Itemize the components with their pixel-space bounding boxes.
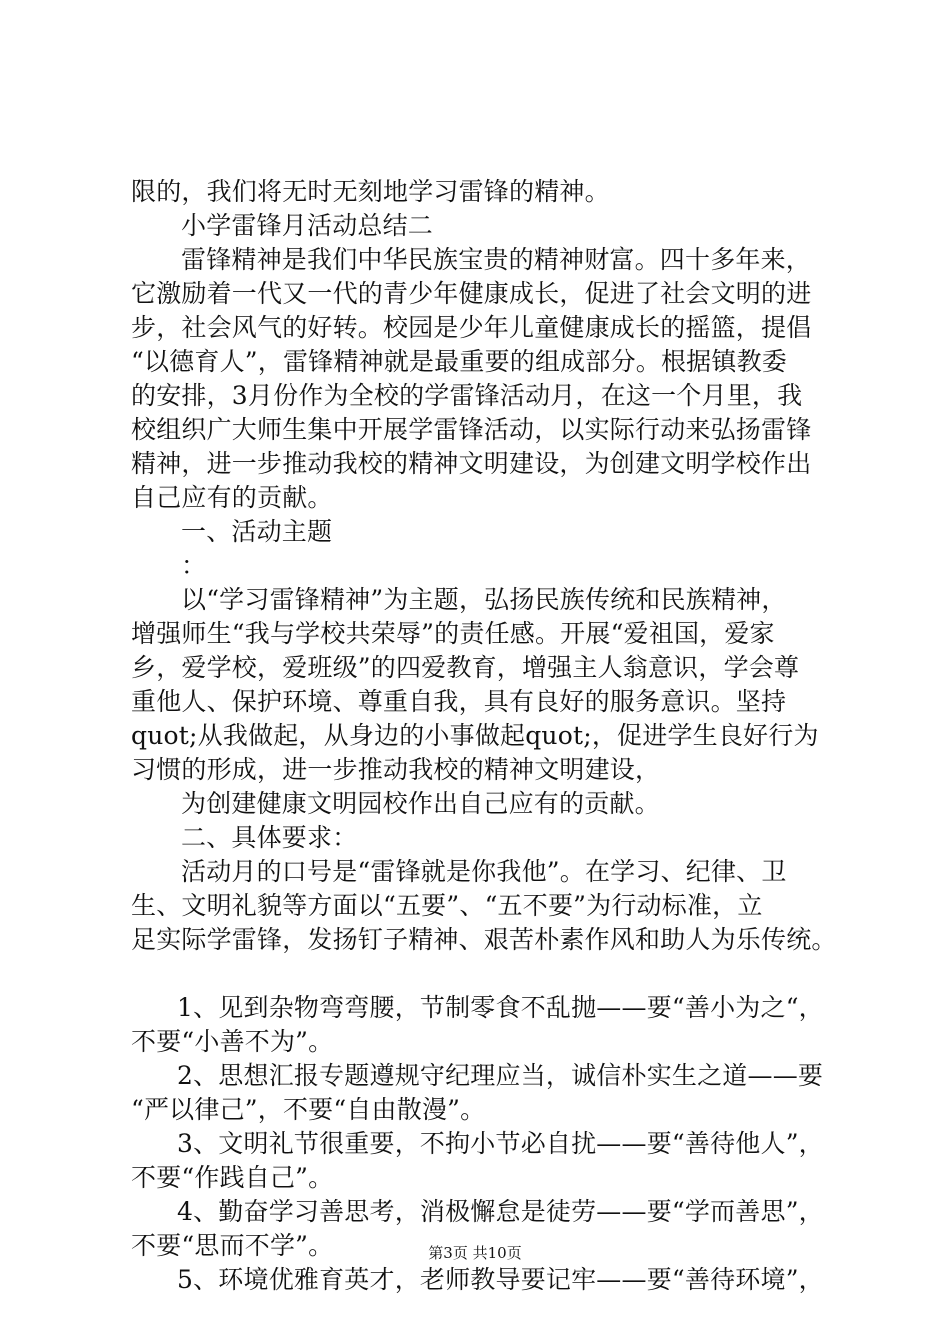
- paragraph-line: 为创建健康文明园校作出自己应有的贡献。: [181, 789, 660, 818]
- paragraph-line: 雷锋精神是我们中华民族宝贵的精神财富。四十多年来，: [181, 245, 812, 274]
- list-item: 4、勤奋学习善思考，消极懈怠是徒劳——要“学而善思”，: [177, 1197, 824, 1226]
- list-item: 2、思想汇报专题遵规守纪理应当，诚信朴实生之道——要: [177, 1061, 824, 1090]
- section-heading: 二、具体要求：: [181, 823, 358, 852]
- paragraph-line: 重他人、保护环境、尊重自我，具有良好的服务意识。坚持: [131, 687, 787, 716]
- paragraph-line: 它激励着一代又一代的青少年健康成长，促进了社会文明的进: [131, 279, 812, 308]
- paragraph-line: quot;从我做起，从身边的小事做起quot;，促进学生良好行为: [131, 721, 819, 750]
- section-title: 小学雷锋月活动总结二: [181, 211, 434, 240]
- paragraph-line: 的安排，3月份作为全校的学雷锋活动月，在这一个月里，我: [131, 381, 803, 410]
- paragraph-line: 以“学习雷锋精神”为主题，弘扬民族传统和民族精神，: [181, 585, 787, 614]
- paragraph-line: “以德育人”，雷锋精神就是最重要的组成部分。根据镇教委: [131, 347, 787, 376]
- paragraph-line: 生、文明礼貌等方面以“五要”、“五不要”为行动标准，立: [131, 891, 763, 920]
- paragraph-line: 活动月的口号是“雷锋就是你我他”。在学习、纪律、卫: [181, 857, 787, 886]
- paragraph-line: 步，社会风气的好转。校园是少年儿童健康成长的摇篮，提倡: [131, 313, 812, 342]
- paragraph-line: ：: [181, 551, 207, 580]
- list-item-continuation: “严以律己”，不要“自由散漫”。: [131, 1095, 486, 1124]
- paragraph-line: 习惯的形成，进一步推动我校的精神文明建设，: [131, 755, 661, 784]
- paragraph-line: 精神，进一步推动我校的精神文明建设，为创建文明学校作出: [131, 449, 812, 478]
- list-item-continuation: 不要“小善不为”。: [131, 1027, 334, 1056]
- paragraph-line: 足实际学雷锋，发扬钉子精神、艰苦朴素作风和助人为乐传统。: [131, 925, 837, 954]
- paragraph-line: 乡，爱学校，爱班级”的四爱教育，增强主人翁意识，学会尊: [131, 653, 800, 682]
- paragraph-line: 增强师生“我与学校共荣辱”的责任感。开展“爱祖国，爱家: [131, 619, 775, 648]
- paragraph-line: 校组织广大师生集中开展学雷锋活动，以实际行动来弘扬雷锋: [131, 415, 812, 444]
- list-item: 5、环境优雅育英才，老师教导要记牢——要“善待环境”，: [177, 1265, 824, 1294]
- page-number-footer: 第3页 共10页: [428, 1244, 522, 1262]
- paragraph-line: 限的，我们将无时无刻地学习雷锋的精神。: [131, 177, 610, 206]
- document-body: [131, 175, 841, 1297]
- list-item: 1、见到杂物弯弯腰，节制零食不乱抛——要“善小为之“，: [177, 993, 824, 1022]
- section-heading: 一、活动主题: [181, 517, 333, 546]
- list-item-continuation: 不要“思而不学”。: [131, 1231, 334, 1260]
- paragraph-line: 自己应有的贡献。: [131, 483, 333, 512]
- list-item-continuation: 不要“作践自己”。: [131, 1163, 334, 1192]
- list-item: 3、文明礼节很重要，不拘小节必自扰——要“善待他人”，: [177, 1129, 824, 1158]
- blank-line: [131, 957, 841, 991]
